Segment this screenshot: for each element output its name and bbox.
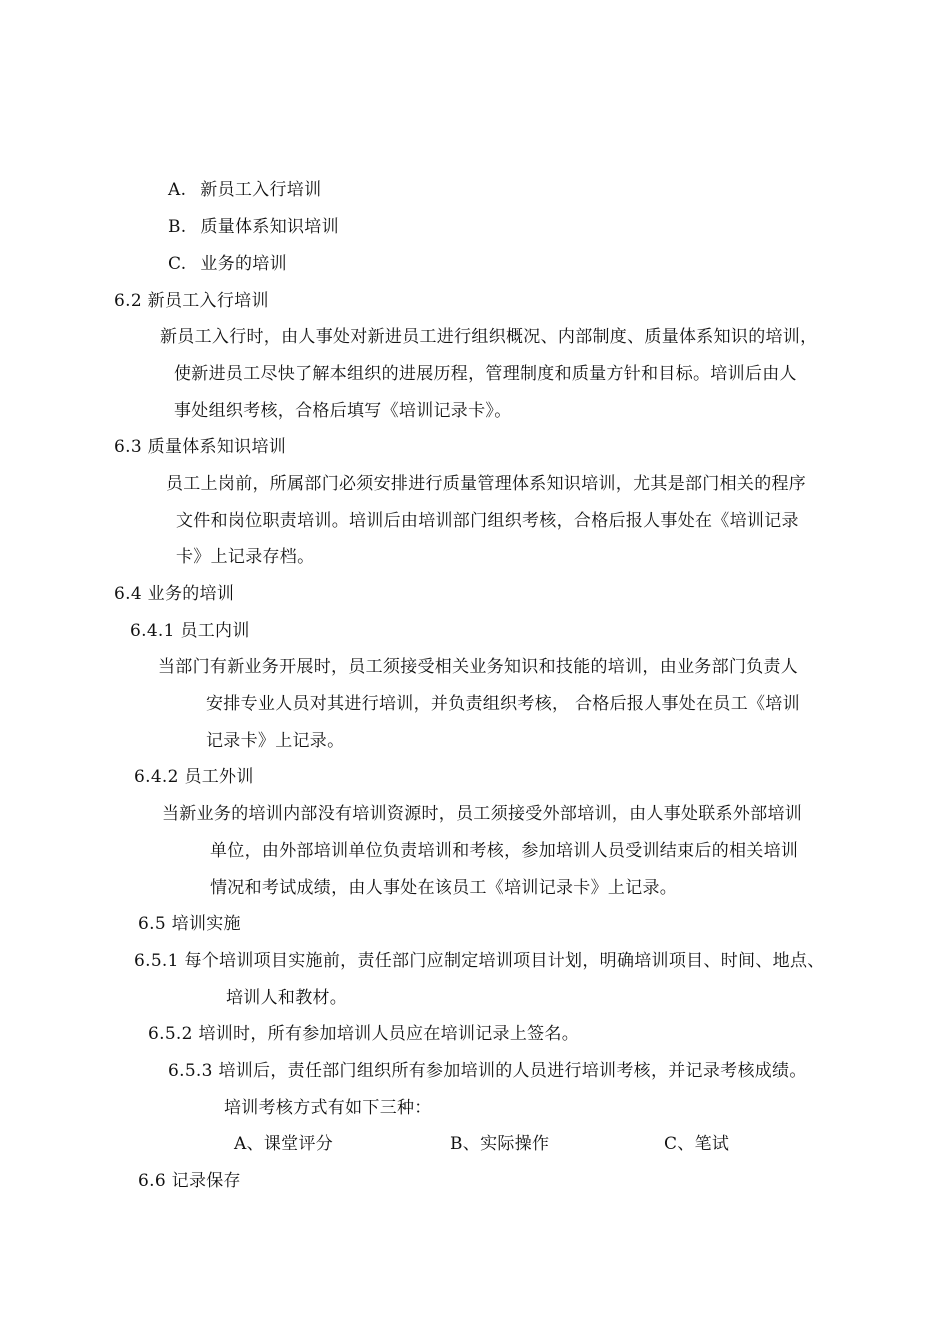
paragraph-line: 记录卡》上记录。 — [206, 731, 345, 751]
paragraph-line: 培训人和教材。 — [226, 988, 348, 1008]
methods-intro: 培训考核方式有如下三种： — [224, 1098, 432, 1118]
paragraph-line: 员工上岗前，所属部门必须安排进行质量管理体系知识培训，尤其是部门相关的程序 — [166, 474, 807, 494]
method-item: B、实际操作 — [450, 1134, 550, 1154]
list-item-b — [168, 216, 339, 238]
paragraph-line: 使新进员工尽快了解本组织的进展历程，管理制度和质量方针和目标。培训后由人 — [174, 364, 797, 384]
list-label: B. — [168, 217, 187, 237]
paragraph-line: 安排专业人员对其进行培训，并负责组织考核， 合格后报人事处在员工《培训 — [206, 694, 800, 714]
list-item-a — [168, 179, 321, 201]
method-item: C、笔试 — [664, 1134, 730, 1154]
list-text: 业务的培训 — [200, 254, 287, 274]
method-item: A、课堂评分 — [234, 1134, 334, 1154]
paragraph-line: 事处组织考核，合格后填写《培训记录卡》。 — [174, 401, 512, 421]
paragraph-line: 文件和岗位职责培训。培训后由培训部门组织考核，合格后报人事处在《培训记录 — [176, 511, 799, 531]
list-text: 质量体系知识培训 — [200, 217, 339, 237]
subsection-heading-6-4-1: 6.4.1 员工内训 — [130, 621, 250, 641]
list-item-c — [168, 253, 287, 275]
section-heading-6-6: 6.6 记录保存 — [138, 1171, 241, 1191]
paragraph-line: 当部门有新业务开展时，员工须接受相关业务知识和技能的培训，由业务部门负责人 — [158, 657, 799, 677]
paragraph-line: 6.5.1 每个培训项目实施前，责任部门应制定培训项目计划，明确培训项目、时间、地点、 — [134, 951, 825, 971]
paragraph-line: 情况和考试成绩，由人事处在该员工《培训记录卡》上记录。 — [210, 878, 678, 898]
section-heading-6-3: 6.3 质量体系知识培训 — [114, 437, 287, 457]
list-label: A. — [168, 180, 187, 200]
section-heading-6-5: 6.5 培训实施 — [138, 914, 241, 934]
paragraph-line: 6.5.2 培训时，所有参加培训人员应在培训记录上签名。 — [148, 1024, 580, 1044]
paragraph-line: 当新业务的培训内部没有培训资源时，员工须接受外部培训，由人事处联系外部培训 — [162, 804, 803, 824]
section-heading-6-2: 6.2 新员工入行培训 — [114, 291, 269, 311]
paragraph-line: 新员工入行时，由人事处对新进员工进行组织概况、内部制度、质量体系知识的培训， — [160, 327, 818, 347]
paragraph-line: 6.5.3 培训后，责任部门组织所有参加培训的人员进行培训考核，并记录考核成绩。 — [168, 1061, 807, 1081]
list-label: C. — [168, 254, 187, 274]
paragraph-line: 单位，由外部培训单位负责培训和考核，参加培训人员受训结束后的相关培训 — [210, 841, 799, 861]
paragraph-line: 卡》上记录存档。 — [176, 547, 315, 567]
subsection-heading-6-4-2: 6.4.2 员工外训 — [134, 767, 254, 787]
list-text: 新员工入行培训 — [200, 180, 322, 200]
section-heading-6-4: 6.4 业务的培训 — [114, 584, 235, 604]
